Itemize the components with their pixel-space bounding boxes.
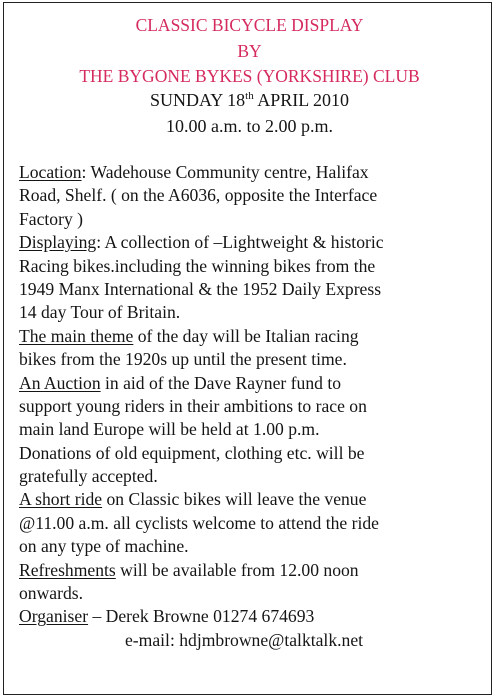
location-line-2: Road, Shelf. ( on the A6036, opposite the Interface	[19, 185, 378, 206]
poster-body	[19, 161, 497, 652]
auction-line-5: gratefully accepted.	[19, 466, 158, 487]
event-date	[0, 89, 499, 111]
club-name: THE BYGONE BYKES (YORKSHIRE) CLUB	[79, 66, 420, 86]
organiser-email: e-mail: hdjmbrowne@talktalk.net	[125, 629, 364, 650]
refreshments-label: Refreshments	[19, 559, 116, 580]
displaying-line-1	[19, 231, 497, 254]
theme-label: The main theme	[19, 325, 134, 346]
ride-line-2: @11.00 a.m. all cyclists welcome to attend the ride	[19, 512, 379, 533]
refreshments-line-2: onwards.	[19, 583, 84, 604]
organiser-line-1	[19, 605, 497, 628]
location-text-1: : Wadehouse Community centre, Halifax	[81, 162, 369, 182]
auction-text-1: in aid of the Dave Rayner fund to	[100, 372, 342, 393]
event-by: BY	[237, 41, 262, 61]
organiser-label: Organiser	[19, 606, 89, 627]
auction-line-2: support young riders in their ambitions to race on	[19, 395, 367, 416]
ride-text-1: on Classic bikes will leave the venue	[102, 489, 367, 510]
auction-line-3: main land Europe will be held at 1.00 p.m.	[19, 419, 320, 440]
event-date-month-year: APRIL 2010	[253, 90, 350, 110]
displaying-text-1: : A collection of –Lightweight & historic	[96, 232, 384, 253]
auction-label: An Auction	[19, 372, 101, 393]
displaying-line-3: 1949 Manx International & the 1952 Daily Express	[19, 278, 382, 299]
theme-line-2: bikes from the 1920s up until the present time.	[19, 349, 347, 370]
event-title: CLASSIC BICYCLE DISPLAY	[135, 15, 364, 35]
location-line-3: Factory )	[19, 208, 84, 229]
displaying-line-4: 14 day Tour of Britain.	[19, 302, 181, 323]
displaying-line-2: Racing bikes.including the winning bikes from the	[19, 255, 376, 276]
refreshments-line-1	[19, 559, 497, 582]
auction-line-1	[19, 372, 497, 395]
theme-line-1	[19, 325, 497, 348]
event-date-day: SUNDAY 18	[149, 90, 246, 110]
auction-line-4: Donations of old equipment, clothing etc. will be	[19, 442, 365, 463]
displaying-label: Displaying	[19, 232, 97, 253]
ride-line-3: on any type of machine.	[19, 536, 189, 557]
location-line-1	[19, 161, 497, 184]
refreshments-text-1: will be available from 12.00 noon	[115, 559, 359, 580]
location-label: Location	[19, 162, 82, 182]
event-time: 10.00 a.m. to 2.00 p.m.	[166, 116, 333, 136]
theme-text-1: of the day will be Italian racing	[133, 325, 359, 346]
organiser-text-1: – Derek Browne 01274 674693	[88, 606, 315, 627]
ride-line-1	[19, 488, 497, 511]
event-date-suffix: th	[245, 90, 254, 102]
ride-label: A short ride	[19, 489, 103, 510]
